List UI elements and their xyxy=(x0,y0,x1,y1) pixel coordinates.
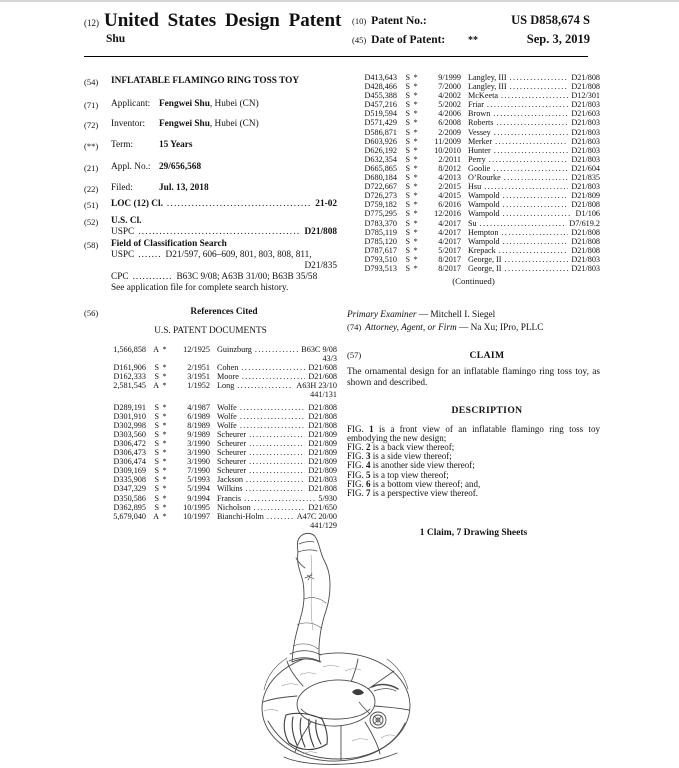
field-title xyxy=(84,76,337,88)
citation-row: D722,667 S * 2/2015 Hsu ..... D21/803 xyxy=(347,182,600,191)
figure-caption: FIG. 4 is another side view thereof; xyxy=(347,460,475,471)
attorney-label: Attorney, Agent, or Firm xyxy=(365,323,457,334)
patent-header-left xyxy=(84,10,341,45)
citation-row: D303,560 S * 9/1989 Scheurer ..... D21/809 xyxy=(96,430,337,439)
loc-value: 21-02 xyxy=(315,199,337,209)
citation-row: D457,216 S * 5/2002 Friar ..... D21/803 xyxy=(347,100,600,109)
field-filed xyxy=(84,183,337,195)
figure-caption: FIG. 3 is a side view thereof; xyxy=(347,451,452,462)
citations-right xyxy=(347,73,600,273)
field-applicant xyxy=(84,99,337,111)
figure-area xyxy=(0,525,679,768)
cpc-search-classes: B63C 9/08; A63B 31/00; B63B 35/58 xyxy=(176,272,318,282)
applicant-name: Fengwei Shu xyxy=(159,99,210,109)
citation-row: D306,474 S * 3/1990 Scheurer ..... D21/809 xyxy=(96,457,337,466)
citation-row: D455,388 S * 4/2002 McKeeta ..... D12/301 xyxy=(347,91,600,100)
inventor-name: Fengwei Shu xyxy=(159,119,210,129)
right-column xyxy=(347,70,600,539)
doc-type-code: (12) xyxy=(84,18,99,28)
field-code: (74) xyxy=(347,322,362,333)
appl-no-label: Appl. No.: xyxy=(111,162,151,172)
citation-row: 5,679,040 A * 10/1997 Bianchi-Holm ..... A47C 20/00 xyxy=(96,512,337,521)
date-code: (45) xyxy=(352,35,367,45)
citation-row: D362,895 S * 10/1995 Nicholson ..... D21/650 xyxy=(96,503,337,512)
dot-leader xyxy=(138,227,300,238)
citation-row: D586,871 S * 2/2009 Vessey ..... D21/803 xyxy=(347,128,600,137)
citation-row: D603,926 S * 11/2009 Merker ..... D21/803 xyxy=(347,137,600,146)
filed-date: Jul. 13, 2018 xyxy=(159,183,209,193)
patent-number: US D858,674 S xyxy=(511,13,590,27)
applicant-label: Applicant: xyxy=(111,99,151,109)
search-label: Field of Classification Search xyxy=(111,239,227,249)
citation-row: D793,513 S * 8/2017 George, II ..... D21/803 xyxy=(347,264,600,273)
citation-row: D793,510 S * 8/2017 George, II ..... D21/803 xyxy=(347,255,600,264)
flamingo-ring-toss-drawing xyxy=(0,525,679,768)
citation-row: D680,184 S * 4/2013 O’Rourke ..... D21/835 xyxy=(347,173,600,182)
figure-caption: FIG. 6 is a bottom view thereof; and, xyxy=(347,478,481,489)
citation-row: 1,566,858 A * 12/1925 Guinzburg ..... B63C 9/08 xyxy=(96,345,337,354)
description-heading: DESCRIPTION xyxy=(451,404,523,416)
field-code: (58) xyxy=(84,240,99,250)
term-asterisks: ** xyxy=(468,35,478,46)
citation-row: D350,586 S * 9/1994 Francis ..... 5/930 xyxy=(96,494,337,503)
field-references xyxy=(84,307,337,319)
claim-text: The ornamental design for an inflatable flamingo ring toss toy, as shown and described. xyxy=(347,367,600,388)
patent-header-right xyxy=(352,13,590,51)
uspc-search-classes: D21/597, 606–609, 801, 803, 808, 811, xyxy=(165,250,312,260)
attorney-line xyxy=(347,321,600,334)
citation-row: D302,998 S * 8/1989 Wolfe ..... D21/808 xyxy=(96,421,337,430)
citation-row: D161,906 S * 2/1951 Cohen ..... D21/608 xyxy=(96,363,337,372)
citation-row: D306,473 S * 3/1990 Scheurer ..... D21/809 xyxy=(96,448,337,457)
description-figs xyxy=(347,425,600,499)
primary-examiner-line xyxy=(347,309,600,321)
citation-row: D626,192 S * 10/2010 Hunter ..... D21/803 xyxy=(347,146,600,155)
invention-title: INFLATABLE FLAMINGO RING TOSS TOY xyxy=(111,76,300,86)
field-code: (51) xyxy=(84,200,99,210)
field-code: (71) xyxy=(84,100,99,110)
citation-row: D347,329 S * 5/1994 Wilkins ..... D21/808 xyxy=(96,484,337,493)
cpc-label: CPC xyxy=(111,272,129,282)
citation-row: D571,429 S * 6/2008 Roberts ..... D21/803 xyxy=(347,118,600,127)
dot-leader xyxy=(167,199,311,210)
us-patent-documents-heading: U.S. PATENT DOCUMENTS xyxy=(154,326,267,336)
dot-leader: ....... xyxy=(138,250,162,260)
citation-row: D787,617 S * 5/2017 Krepack ..... D21/808 xyxy=(347,246,600,255)
inventor-label: Inventor: xyxy=(111,119,146,129)
continued-note: (Continued) xyxy=(452,276,495,287)
loc-label: LOC (12) Cl. xyxy=(111,199,163,209)
claim-heading-row xyxy=(347,350,600,361)
field-appl-no xyxy=(84,162,337,174)
field-us-class xyxy=(84,216,337,238)
citation-row: D632,354 S * 2/2011 Perry ..... D21/803 xyxy=(347,155,600,164)
citation-row: D785,119 S * 4/2017 Hempton ..... D21/808 xyxy=(347,228,600,237)
citation-row: D726,273 S * 4/2015 Wampold ..... D21/809 xyxy=(347,191,600,200)
citation-row: D309,169 S * 7/1990 Scheurer ..... D21/809 xyxy=(96,466,337,475)
field-inventor xyxy=(84,119,337,131)
filed-label: Filed: xyxy=(111,183,133,193)
field-code: (72) xyxy=(84,120,99,130)
citation-row: D289,191 S * 4/1987 Wolfe ..... D21/808 xyxy=(96,403,337,412)
citation-row-continuation: 43/3 xyxy=(322,354,337,364)
applicant-location: , Hubei (CN) xyxy=(209,99,259,109)
references-heading: References Cited xyxy=(190,307,258,317)
term-value: 15 Years xyxy=(159,140,193,150)
field-code: (**) xyxy=(84,141,99,151)
citation-row: D783,370 S * 4/2017 Su ..... D7/619.2 xyxy=(347,219,600,228)
citation-row: D335,908 S * 5/1993 Jackson ..... D21/803 xyxy=(96,475,337,484)
patent-no-code: (10) xyxy=(352,16,367,26)
claims-sheets-note: 1 Claim, 7 Drawing Sheets xyxy=(419,528,528,539)
description-heading-row xyxy=(347,405,600,416)
claim-heading: CLAIM xyxy=(469,350,505,362)
left-column xyxy=(84,70,337,530)
citation-row: D519,594 S * 4/2006 Brown ..... D21/603 xyxy=(347,109,600,118)
figure-caption: FIG. 1 is a front view of an inflatable flamingo ring toss toy embodying the new design; xyxy=(347,423,600,443)
header-divider xyxy=(84,56,588,57)
field-code: (22) xyxy=(84,184,99,194)
citation-row: D301,910 S * 6/1989 Wolfe ..... D21/808 xyxy=(96,412,337,421)
patent-date: Sep. 3, 2019 xyxy=(526,32,590,46)
citation-row: D785,120 S * 4/2017 Wampold ..... D21/808 xyxy=(347,237,600,246)
field-search xyxy=(84,239,337,294)
citation-row: D775,295 S * 12/2016 Wampold ..... D1/106 xyxy=(347,209,600,218)
citation-row: D162,333 S * 3/1951 Moore ..... D21/608 xyxy=(96,372,337,381)
uspc-label: USPC xyxy=(111,227,135,237)
field-term xyxy=(84,140,337,152)
inventor-location: , Hubei (CN) xyxy=(209,119,259,129)
citation-row: 2,581,545 A * 1/1952 Long ..... A63H 23/10 xyxy=(96,381,337,390)
citation-row: D306,472 S * 3/1990 Scheurer ..... D21/809 xyxy=(96,439,337,448)
figure-caption: FIG. 2 is a back view thereof; xyxy=(347,442,455,453)
figure-caption: FIG. 7 is a perspective view thereof. xyxy=(347,488,478,499)
citation-row-continuation: 441/131 xyxy=(310,390,337,400)
examiner-label: Primary Examiner xyxy=(347,310,417,321)
attorney-name: — Na Xu; IPro, PLLC xyxy=(456,323,544,334)
field-code: (57) xyxy=(347,350,362,361)
field-code: (21) xyxy=(84,163,99,173)
citation-row: D759,182 S * 6/2016 Wampold ..... D21/808 xyxy=(347,200,600,209)
citation-row: D428,466 S * 7/2000 Langley, III ..... D21/808 xyxy=(347,82,600,91)
date-label: Date of Patent: xyxy=(371,34,446,46)
uspc-value: D21/808 xyxy=(304,227,337,237)
examiner-block xyxy=(347,309,600,334)
field-code: (54) xyxy=(84,77,99,87)
inventor-surname: Shu xyxy=(106,33,126,45)
examiner-name: — Mitchell I. Siegel xyxy=(416,310,496,321)
field-loc-class xyxy=(84,199,337,211)
us-cl-label: U.S. Cl. xyxy=(111,216,142,226)
patent-no-label: Patent No.: xyxy=(371,15,427,27)
appl-no-value: 29/656,568 xyxy=(159,162,202,172)
field-code: (52) xyxy=(84,217,99,227)
figure-caption: FIG. 5 is a top view thereof; xyxy=(347,469,449,480)
document-title: United States Design Patent xyxy=(104,10,342,31)
citation-row: D665,865 S * 8/2012 Goolie ..... D21/604 xyxy=(347,164,600,173)
search-note: See application file for complete search history. xyxy=(111,283,289,293)
citation-row: D413,643 S * 9/1999 Langley, III ..... D21/808 xyxy=(347,73,600,82)
uspc-label: USPC xyxy=(111,250,135,260)
citations-left xyxy=(96,345,337,530)
term-label: Term: xyxy=(111,140,134,150)
uspc-search-classes-2: D21/835 xyxy=(304,261,337,271)
dot-leader: ............ xyxy=(132,272,173,282)
citation-row-continuation: 441/129 xyxy=(310,520,337,530)
field-code: (56) xyxy=(84,308,99,318)
